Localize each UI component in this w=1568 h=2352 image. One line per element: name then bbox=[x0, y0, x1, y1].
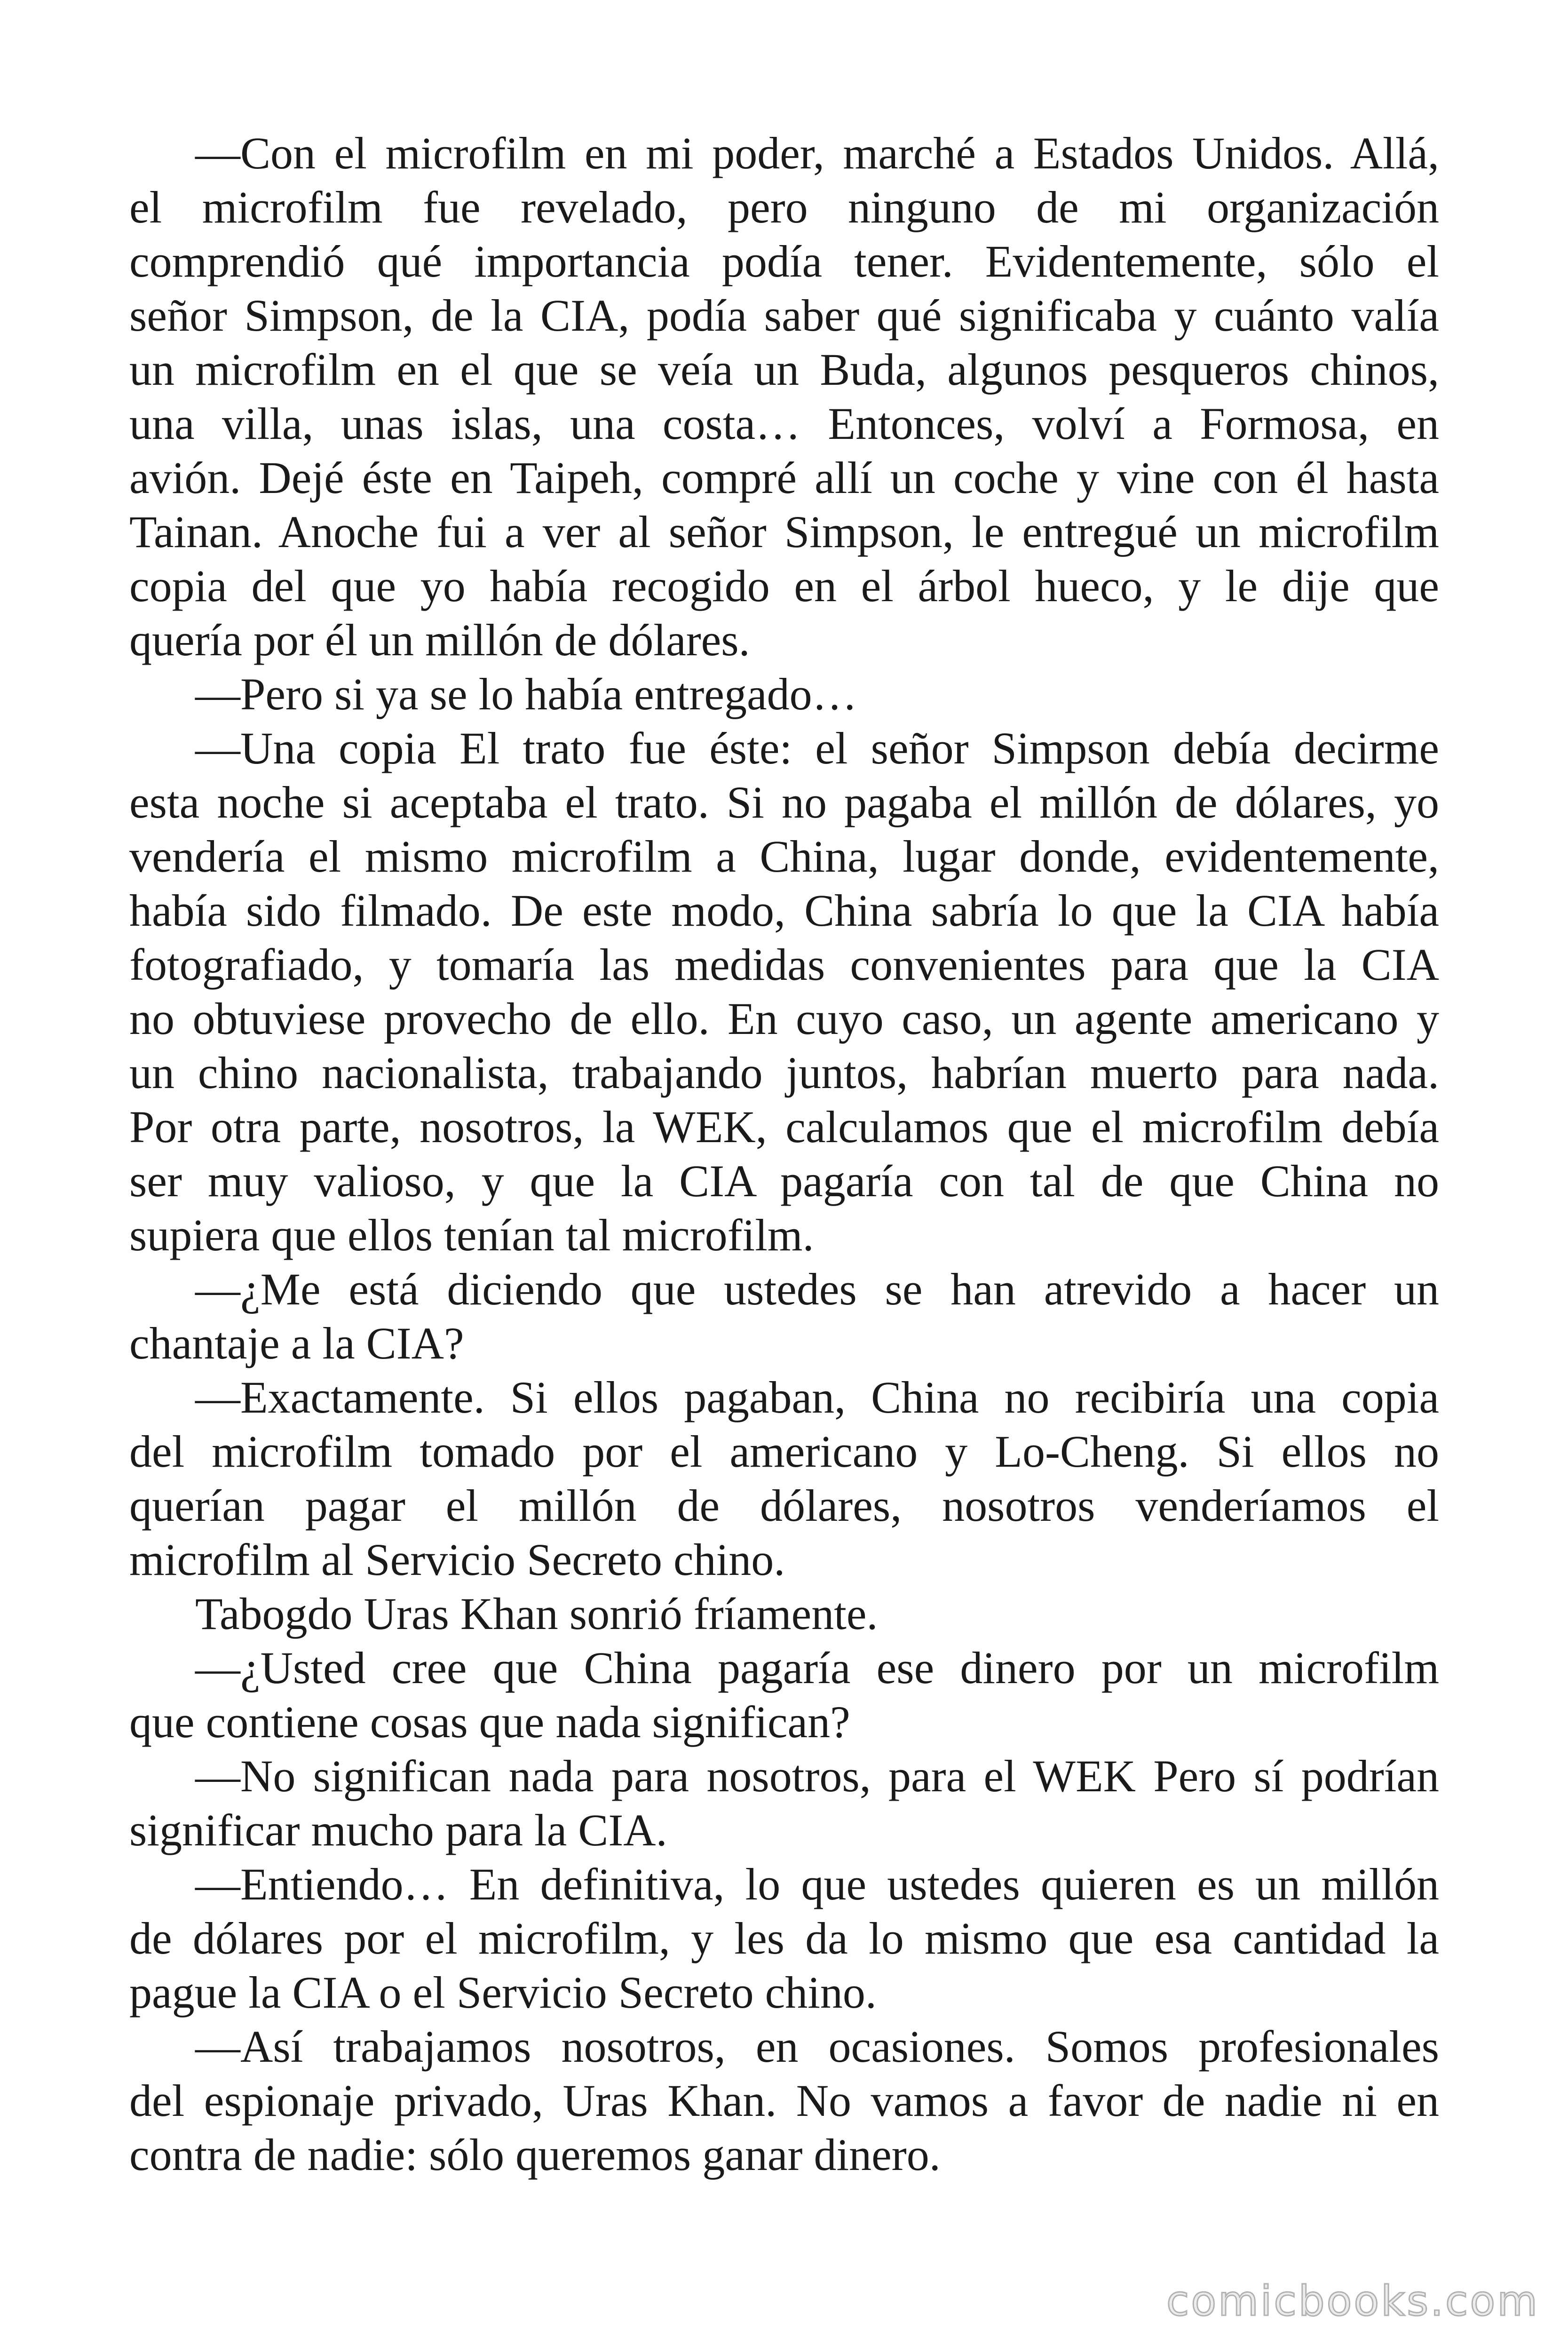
text-line: esta noche si aceptaba el trato. Si no pagaba el millón de dólares, yo bbox=[129, 777, 1439, 827]
text-line: supiera que ellos tenían tal microfilm. bbox=[129, 1210, 814, 1260]
paragraph bbox=[129, 1587, 1439, 1641]
text-line: —¿Usted cree que China pagaría ese dinero por un microfilm bbox=[195, 1643, 1439, 1693]
paragraph bbox=[129, 1749, 1439, 1857]
paragraph bbox=[129, 1262, 1439, 1370]
text-line: el microfilm fue revelado, pero ninguno de mi organización bbox=[129, 182, 1439, 232]
watermark: comicbooks.com bbox=[1166, 2277, 1539, 2325]
paragraph bbox=[129, 126, 1439, 667]
text-line: querían pagar el millón de dólares, nosotros venderíamos el bbox=[129, 1480, 1439, 1531]
text-line: una villa, unas islas, una costa… Entonces, volví a Formosa, en bbox=[129, 398, 1439, 449]
text-block bbox=[129, 126, 1439, 2182]
text-line: —Así trabajamos nosotros, en ocasiones. Somos profesionales bbox=[195, 2021, 1439, 2072]
text-line: —Pero si ya se lo había entregado… bbox=[195, 669, 857, 719]
text-line: del microfilm tomado por el americano y Lo-Cheng. Si ellos no bbox=[129, 1426, 1439, 1477]
text-line: pague la CIA o el Servicio Secreto chino. bbox=[129, 1967, 877, 2018]
text-line: Tabogdo Uras Khan sonrió fríamente. bbox=[195, 1589, 878, 1639]
text-line: —¿Me está diciendo que ustedes se han atrevido a hacer un bbox=[195, 1264, 1439, 1314]
text-line: significar mucho para la CIA. bbox=[129, 1805, 667, 1855]
text-line: comprendió qué importancia podía tener. Evidentemente, sólo el bbox=[129, 236, 1439, 286]
text-line: —Con el microfilm en mi poder, marché a Estados Unidos. Allá, bbox=[195, 128, 1439, 178]
text-line: —Entiendo… En definitiva, lo que ustedes quieren es un millón bbox=[195, 1859, 1439, 1909]
text-line: chantaje a la CIA? bbox=[129, 1318, 464, 1368]
text-line: copia del que yo había recogido en el árbol hueco, y le dije que bbox=[129, 561, 1439, 611]
text-line: avión. Dejé éste en Taipeh, compré allí un coche y vine con él hasta bbox=[129, 453, 1439, 503]
text-line: contra de nadie: sólo queremos ganar dinero. bbox=[129, 2130, 941, 2180]
text-line: que contiene cosas que nada significan? bbox=[129, 1697, 850, 1747]
text-line: microfilm al Servicio Secreto chino. bbox=[129, 1534, 785, 1585]
text-line: —Exactamente. Si ellos pagaban, China no recibiría una copia bbox=[195, 1372, 1439, 1422]
paragraph bbox=[129, 1370, 1439, 1587]
text-line: Por otra parte, nosotros, la WEK, calculamos que el microfilm debía bbox=[129, 1102, 1439, 1152]
text-line: había sido filmado. De este modo, China sabría lo que la CIA había bbox=[129, 885, 1439, 936]
text-line: vendería el mismo microfilm a China, lugar donde, evidentemente, bbox=[129, 831, 1439, 882]
text-line: Tainan. Anoche fui a ver al señor Simpson, le entregué un microfilm bbox=[129, 507, 1439, 557]
text-line: quería por él un millón de dólares. bbox=[129, 615, 750, 665]
text-line: un chino nacionalista, trabajando juntos, habrían muerto para nada. bbox=[129, 1048, 1439, 1098]
paragraph bbox=[129, 2019, 1439, 2182]
paragraph bbox=[129, 1641, 1439, 1749]
text-line: ser muy valioso, y que la CIA pagaría con tal de que China no bbox=[129, 1156, 1439, 1206]
text-line: de dólares por el microfilm, y les da lo mismo que esa cantidad la bbox=[129, 1913, 1439, 1963]
paragraph bbox=[129, 667, 1439, 721]
text-line: no obtuviese provecho de ello. En cuyo caso, un agente americano y bbox=[129, 993, 1439, 1044]
text-line: señor Simpson, de la CIA, podía saber qué significaba y cuánto valía bbox=[129, 290, 1439, 341]
text-line: un microfilm en el que se veía un Buda, algunos pesqueros chinos, bbox=[129, 344, 1439, 395]
text-line: —Una copia El trato fue éste: el señor Simpson debía decirme bbox=[195, 723, 1439, 773]
paragraph bbox=[129, 1857, 1439, 2019]
paragraph bbox=[129, 721, 1439, 1262]
text-line: del espionaje privado, Uras Khan. No vamos a favor de nadie ni en bbox=[129, 2075, 1439, 2126]
text-line: —No significan nada para nosotros, para el WEK Pero sí podrían bbox=[195, 1751, 1439, 1801]
text-line: fotografiado, y tomaría las medidas convenientes para que la CIA bbox=[129, 939, 1439, 990]
